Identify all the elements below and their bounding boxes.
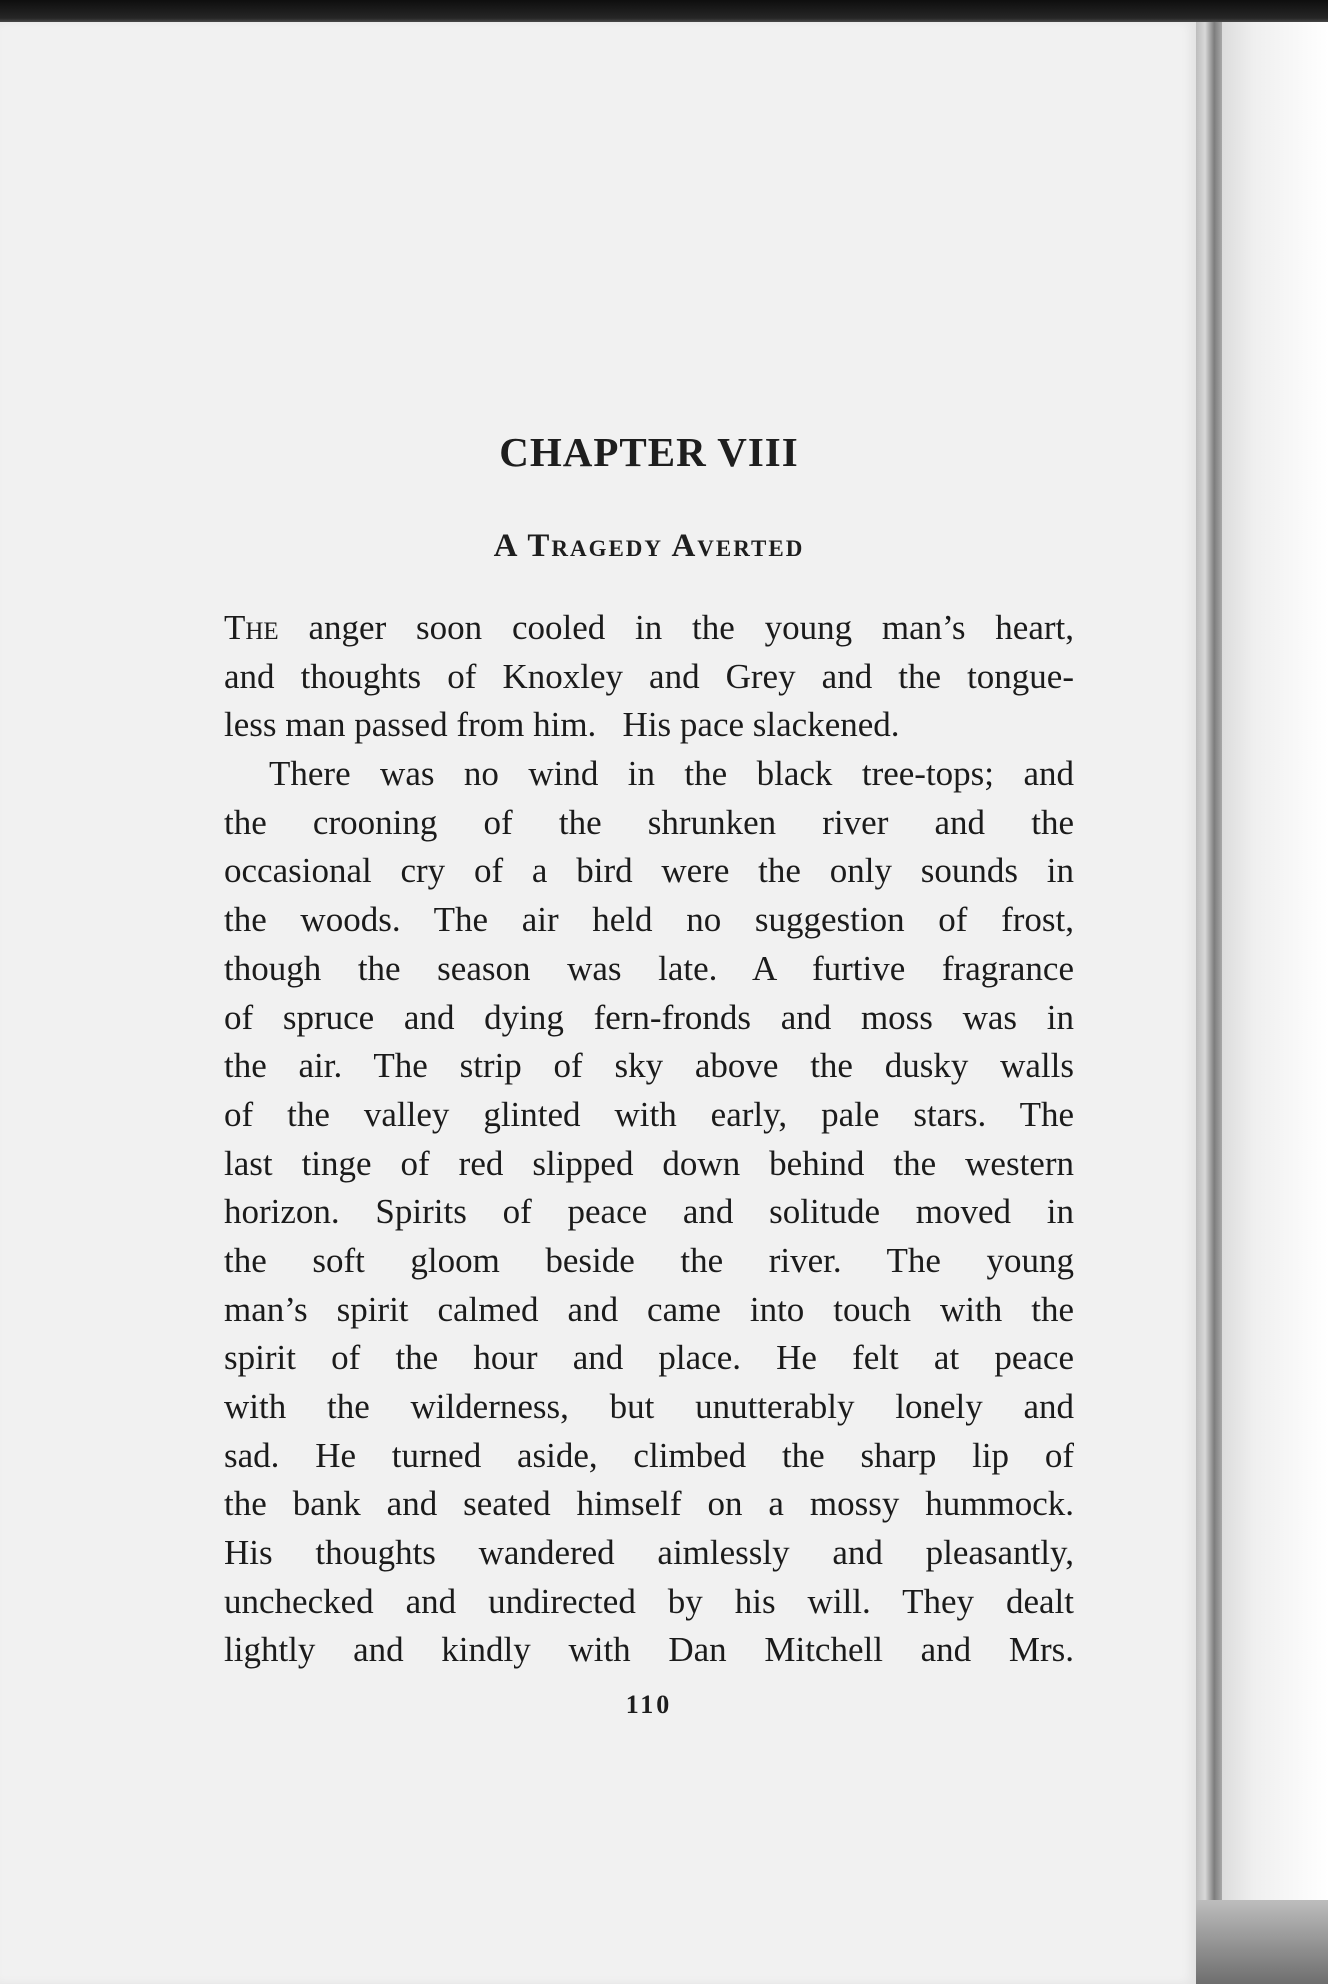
text-line: the air. The strip of sky above the dusky walls <box>224 1046 1074 1086</box>
chapter-body <box>224 604 1074 1675</box>
text-line: unchecked and undirected by his will. They dealt <box>224 1581 1074 1621</box>
text-line: There was no wind in the black tree-tops; and <box>269 754 1074 794</box>
text-line: though the season was late. A furtive fragrance <box>224 948 1074 988</box>
text-line: spirit of the hour and place. He felt at peace <box>224 1338 1074 1378</box>
chapter-number: CHAPTER VIII <box>499 429 799 475</box>
text-line: horizon. Spirits of peace and solitude moved in <box>224 1192 1074 1232</box>
book-cover-corner <box>1196 1900 1328 1984</box>
text-line: lightly and kindly with Dan Mitchell and Mrs. <box>224 1630 1074 1670</box>
text-line: the soft gloom beside the river. The young <box>224 1240 1074 1280</box>
page-number: 110 <box>625 1690 673 1719</box>
text-line: sad. He turned aside, climbed the sharp lip of <box>224 1435 1074 1475</box>
text-line: with the wilderness, but unutterably lonely and <box>224 1387 1074 1427</box>
paragraph-2 <box>224 750 1074 1675</box>
paragraph-1 <box>224 604 1074 750</box>
text-line: less man passed from him. His pace slackened. <box>224 705 900 745</box>
text-line: occasional cry of a bird were the only sounds in <box>224 851 1074 891</box>
text-line: His thoughts wandered aimlessly and pleasantly, <box>224 1533 1074 1573</box>
dropcap-word: The <box>224 608 279 647</box>
text-line: the bank and seated himself on a mossy hummock. <box>224 1484 1074 1524</box>
chapter-title: A Tragedy Averted <box>493 528 805 564</box>
text-line: the crooning of the shrunken river and the <box>224 802 1074 842</box>
text-line: last tinge of red slipped down behind the western <box>224 1143 1074 1183</box>
text-line: the woods. The air held no suggestion of frost, <box>224 900 1074 940</box>
text-line: of spruce and dying fern-fronds and moss was in <box>224 997 1074 1037</box>
text-line: The anger soon cooled in the young man’s heart, <box>224 608 1074 647</box>
text-line: man’s spirit calmed and came into touch with the <box>224 1289 1074 1329</box>
text-line: and thoughts of Knoxley and Grey and the tongue- <box>224 656 1074 696</box>
text-line: of the valley glinted with early, pale stars. The <box>224 1094 1074 1134</box>
